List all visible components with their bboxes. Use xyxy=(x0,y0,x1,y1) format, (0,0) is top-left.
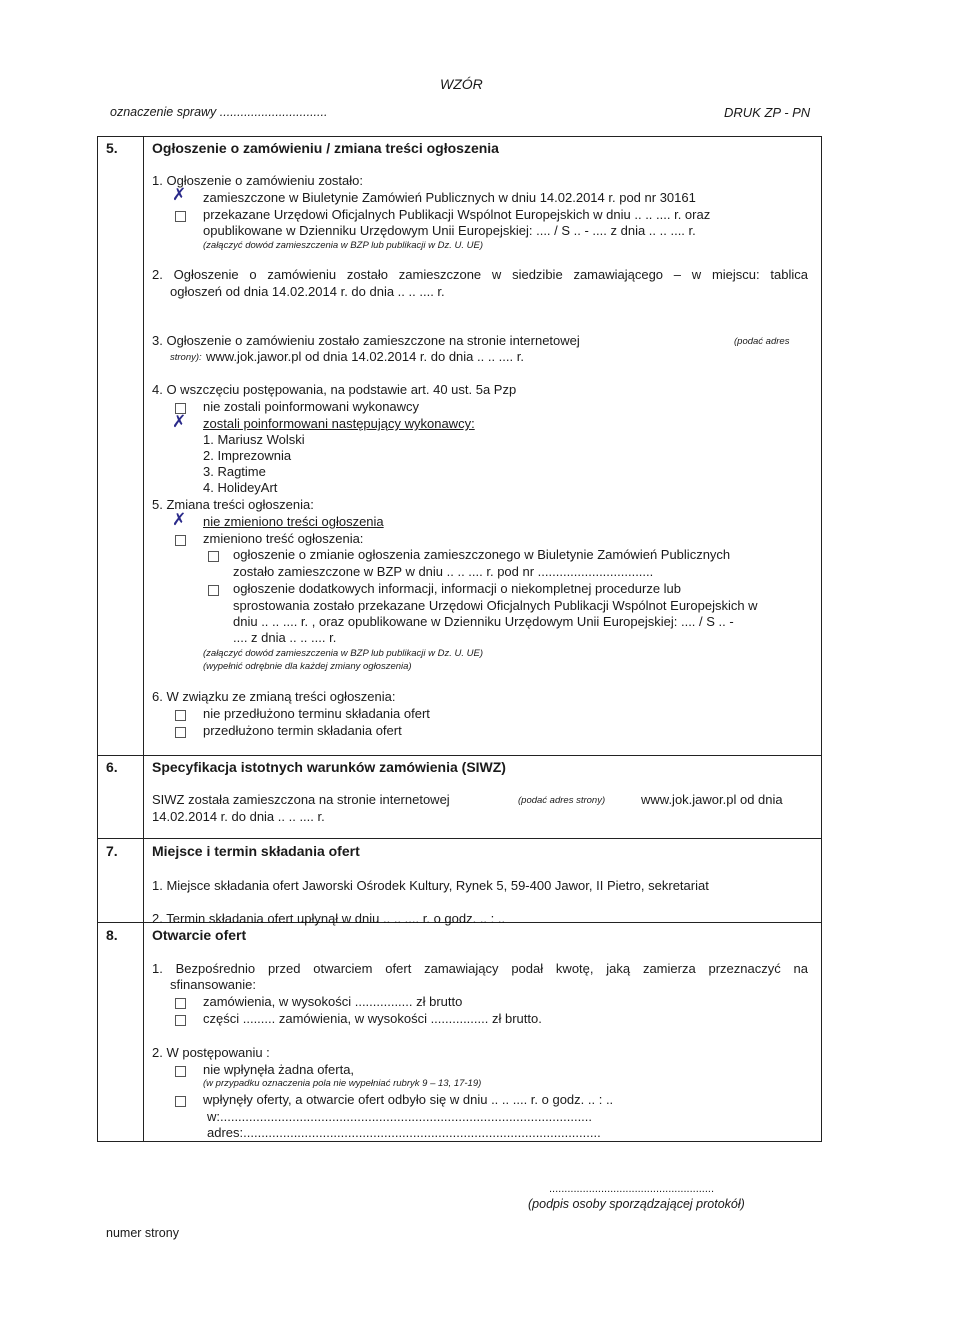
section-6-title: Specyfikacja istotnych warunków zamówienia (SIWZ) xyxy=(152,759,506,775)
contractor-item: 1. Mariusz Wolski xyxy=(203,432,305,447)
checkbox-icon xyxy=(175,1066,186,1077)
s8-p2-option-received: wpłynęły oferty, a otwarcie ofert odbyło się w dniu .. .. .... r. o godz. .. : .. xyxy=(203,1092,614,1107)
section-5-number: 5. xyxy=(106,140,118,156)
x-mark-icon: ✗ xyxy=(172,185,187,205)
s5-p5-change-bzp-b: zostało zamieszczone w BZP w dniu .. .. .... r. pod nr ................................ xyxy=(233,564,654,579)
signature-caption: (podpis osoby sporządzającej protokół) xyxy=(528,1197,745,1211)
s5-p1-heading: 1. Ogłoszenie o zamówieniu zostało: xyxy=(152,173,364,188)
section-7-number: 7. xyxy=(106,843,118,859)
s5-p3-line1: 3. Ogłoszenie o zamówieniu zostało zamieszczone na stronie internetowej xyxy=(152,333,580,348)
checkbox-icon xyxy=(175,710,186,721)
table-column-divider xyxy=(143,136,144,1141)
s5-p1-option-ue-a: przekazane Urzędowi Oficjalnych Publikacji Wspólnot Europejskich w dniu .. .. .... r. oraz xyxy=(203,207,711,222)
table-right-border xyxy=(821,136,822,1141)
checkbox-icon xyxy=(208,551,219,562)
checkbox-icon xyxy=(175,1015,186,1026)
s5-p6-heading: 6. W związku ze zmianą treści ogłoszenia: xyxy=(152,689,396,704)
section-divider-6 xyxy=(97,755,822,756)
s8-p1-option-part: części ......... zamówienia, w wysokości ................ zł brutto. xyxy=(203,1011,542,1026)
s5-p1-note: (załączyć dowód zamieszczenia w BZP lub publikacji w Dz. U. UE) xyxy=(203,240,483,251)
s8-p2-note: (w przypadku oznaczenia pola nie wypełniać rubryk 9 – 13, 17-19) xyxy=(203,1078,482,1089)
s8-p1-line1: 1. Bezpośrednio przed otwarciem ofert zamawiający podał kwotę, jaką zamierza przeznaczyć na xyxy=(152,961,808,976)
s8-p2-heading: 2. W postępowaniu : xyxy=(152,1045,270,1060)
contractor-item: 2. Imprezownia xyxy=(203,448,292,463)
table-left-border xyxy=(97,136,98,1141)
s8-p2-option-none: nie wpłynęła żadna oferta, xyxy=(203,1062,355,1077)
s5-p3-line2: www.jok.jawor.pl od dnia 14.02.2014 r. do dnia .. .. .... r. xyxy=(206,349,524,364)
s5-p5-note-2: (wypełnić odrębnie dla każdej zmiany ogłoszenia) xyxy=(203,661,412,672)
s5-p2-line2: ogłoszeń od dnia 14.02.2014 r. do dnia .. .. .... r. xyxy=(170,284,445,299)
s6-note: (podać adres strony) xyxy=(518,795,606,806)
s8-p2-address: adres:................................................................................................... xyxy=(207,1125,601,1140)
s5-p5-option-unchanged: nie zmieniono treści ogłoszenia xyxy=(203,514,384,529)
checkbox-icon xyxy=(175,211,186,222)
x-mark-icon: ✗ xyxy=(172,510,187,530)
checkbox-icon xyxy=(175,998,186,1009)
s5-p5-change-bzp-a: ogłoszenie o zmianie ogłoszenia zamieszczonego w Biuletynie Zamówień Publicznych xyxy=(233,547,731,562)
s7-p1: 1. Miejsce składania ofert Jaworski Ośrodek Kultury, Rynek 5, 59-400 Jawor, II Pietro, sekretariat xyxy=(152,878,709,893)
s8-p1-option-whole: zamówienia, w wysokości ................ zł brutto xyxy=(203,994,463,1009)
s5-p6-option-extended: przedłużono termin składania ofert xyxy=(203,723,402,738)
s5-p2-line1: 2. Ogłoszenie o zamówieniu zostało zamieszczone w siedzibie zamawiającego – w miejscu: tablica xyxy=(152,267,808,282)
section-8-title: Otwarcie ofert xyxy=(152,927,247,943)
s8-p1-line2: sfinansowanie: xyxy=(170,977,256,992)
s6-line1: SIWZ została zamieszczona na stronie internetowej xyxy=(152,792,450,807)
checkbox-icon xyxy=(175,727,186,738)
form-code: DRUK ZP - PN xyxy=(724,105,811,120)
s5-p5-change-ue-a: ogłoszenie dodatkowych informacji, informacji o niekompletnej procedurze lub xyxy=(233,581,682,596)
s5-p5-change-ue-d: .... z dnia .. .. .... r. xyxy=(233,630,337,645)
s5-p6-option-not-extended: nie przedłużono terminu składania ofert xyxy=(203,706,430,721)
contractor-item: 3. Ragtime xyxy=(203,464,266,479)
checkbox-icon xyxy=(175,1096,186,1107)
s5-p4-heading: 4. O wszczęciu postępowania, na podstawie art. 40 ust. 5a Pzp xyxy=(152,382,517,397)
s5-p3-note-cont: strony): xyxy=(170,352,202,363)
section-8-number: 8. xyxy=(106,927,118,943)
s5-p5-note-1: (załączyć dowód zamieszczenia w BZP lub publikacji w Dz. U. UE) xyxy=(203,648,483,659)
s5-p4-option-not-informed: nie zostali poinformowani wykonawcy xyxy=(203,399,420,414)
signature-line: ...................................................... xyxy=(549,1183,715,1195)
s5-p5-change-ue-b: sprostowania zostało przekazane Urzędowi Oficjalnych Publikacji Wspólnot Europejskich w xyxy=(233,598,758,613)
section-divider-7 xyxy=(97,838,822,839)
s5-p1-option-ue-b: opublikowane w Dzienniku Urzędowym Unii Europejskiej: .... / S .. - .... z dnia .. .. .... r. xyxy=(203,223,696,238)
document-title: WZÓR xyxy=(440,76,483,92)
s7-p2: 2. Termin składania ofert upłynął w dniu .. .. .... r. o godz. .. : .. xyxy=(152,911,506,926)
table-bottom-border xyxy=(97,1141,822,1142)
s8-p2-place: w:....................................................................................................... xyxy=(207,1109,593,1124)
checkbox-icon xyxy=(175,535,186,546)
s5-p5-change-ue-c: dniu .. .. .... r. , oraz opublikowane w Dzienniku Urzędowym Unii Europejskiej: .... / S .. - xyxy=(233,614,734,629)
section-5-title: Ogłoszenie o zamówieniu / zmiana treści ogłoszenia xyxy=(152,140,499,156)
s6-line2: 14.02.2014 r. do dnia .. .. .... r. xyxy=(152,809,325,824)
section-7-title: Miejsce i termin składania ofert xyxy=(152,843,360,859)
page-number-label: numer strony xyxy=(106,1226,179,1240)
x-mark-icon: ✗ xyxy=(172,412,187,432)
s6-line1-end: www.jok.jawor.pl od dnia xyxy=(641,792,783,807)
table-top-border xyxy=(97,136,822,137)
checkbox-icon xyxy=(208,585,219,596)
contractor-item: 4. HolideyArt xyxy=(203,480,278,495)
s5-p4-option-informed: zostali poinformowani następujący wykonawcy: xyxy=(203,416,475,431)
s5-p5-heading: 5. Zmiana treści ogłoszenia: xyxy=(152,497,314,512)
section-6-number: 6. xyxy=(106,759,118,775)
s5-p1-option-bzp: zamieszczone w Biuletynie Zamówień Publicznych w dniu 14.02.2014 r. pod nr 30161 xyxy=(203,190,696,205)
case-reference: oznaczenie sprawy ............................... xyxy=(110,105,328,119)
s5-p3-note: (podać adres xyxy=(734,336,790,347)
s5-p5-option-changed: zmieniono treść ogłoszenia: xyxy=(203,531,364,546)
